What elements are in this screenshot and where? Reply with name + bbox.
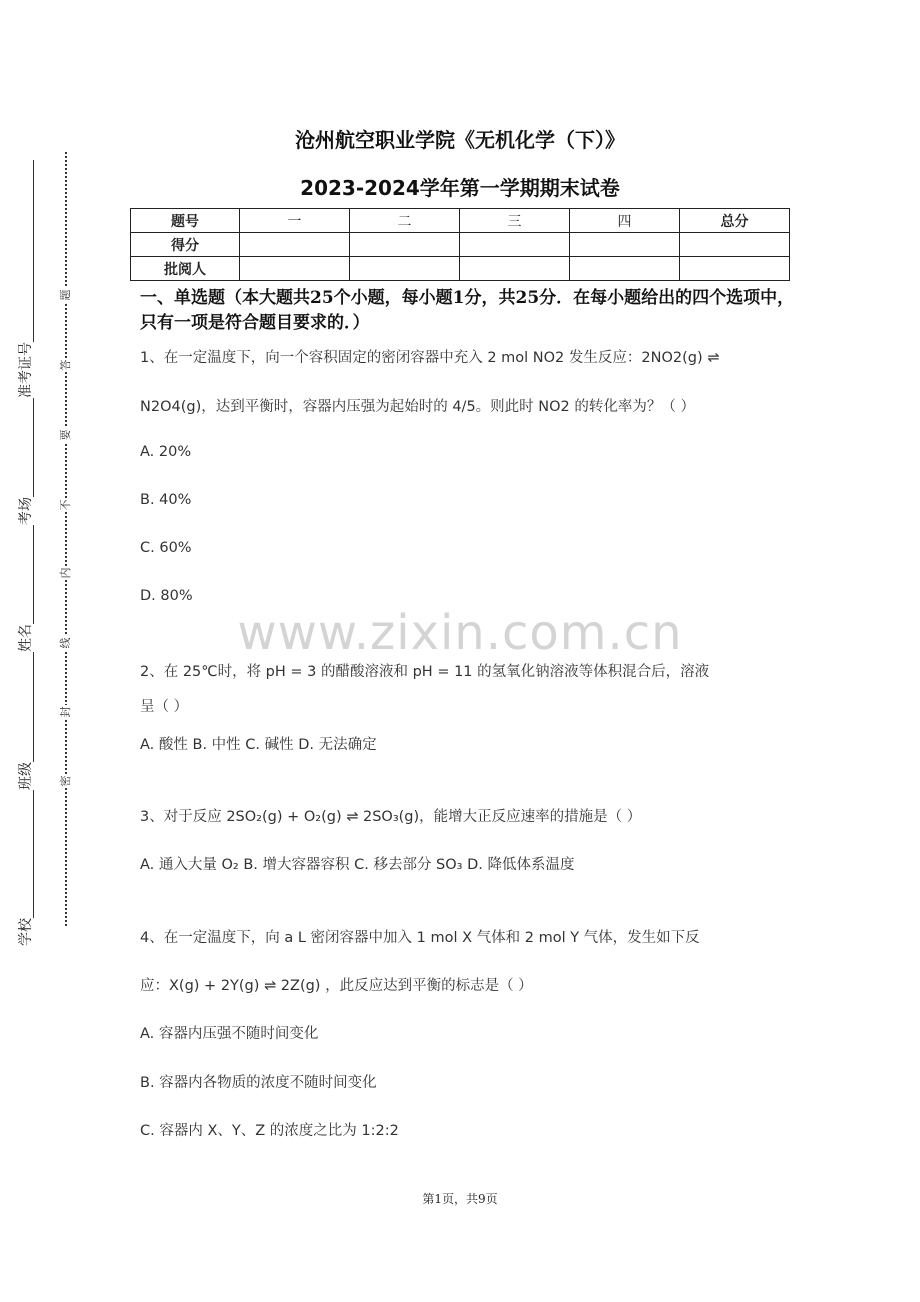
reviewer-cell [680, 257, 790, 281]
score-row-label: 得分 [131, 233, 240, 257]
exam-title: 沧州航空职业学院《无机化学（下）》 [295, 128, 625, 152]
score-table-header: 三 [460, 209, 570, 233]
score-table-header: 题号 [131, 209, 240, 233]
field-exam-number: 准考证号 [18, 342, 34, 398]
seal-word: 内 [59, 567, 72, 579]
seal-word: 线 [59, 637, 72, 649]
seal-word: 要 [59, 429, 72, 441]
question-4-text: 4、在一定温度下，向 a L 密闭容器中加入 1 mol X 气体和 2 mol Y 气体，发生如下反 [140, 930, 700, 946]
binding-dotted-line [65, 152, 67, 926]
seal-word: 不 [59, 499, 72, 511]
reviewer-cell [240, 257, 350, 281]
question-3-text: 3、对于反应 2SO₂(g) + O₂(g) ⇌ 2SO₃(g)，能增大正反应速率的措施是（ ） [140, 809, 642, 825]
question-1-option-c: C. 60% [140, 540, 192, 556]
score-table [130, 208, 790, 281]
score-table-header: 一 [240, 209, 350, 233]
seal-word: 封 [59, 706, 72, 718]
question-1-text: 1、在一定温度下，向一个容积固定的密闭容器中充入 2 mol NO2 发生反应：2NO2(g) ⇌ [140, 350, 720, 366]
score-table-header: 四 [570, 209, 680, 233]
question-1-option-a: A. 20% [140, 444, 192, 460]
field-name: 姓名 [18, 624, 34, 652]
exam-subtitle: 2023-2024学年第一学期期末试卷 [300, 176, 620, 200]
question-3-options: A. 通入大量 O₂ B. 增大容器容积 C. 移去部分 SO₃ D. 降低体系温度 [140, 857, 575, 873]
page-footer: 第1页，共9页 [422, 1192, 498, 1206]
score-cell [680, 233, 790, 257]
binding-solid-line [33, 160, 34, 935]
reviewer-row-label: 批阅人 [131, 257, 240, 281]
score-cell [240, 233, 350, 257]
field-exam-room: 考场 [18, 497, 34, 525]
question-4-option-a: A. 容器内压强不随时间变化 [140, 1026, 319, 1042]
score-cell [570, 233, 680, 257]
question-4-option-b: B. 容器内各物质的浓度不随时间变化 [140, 1075, 377, 1091]
seal-word: 答 [59, 359, 72, 371]
question-4-text-cont: 应：X(g) + 2Y(g) ⇌ 2Z(g) ，此反应达到平衡的标志是（ ） [140, 978, 533, 994]
seal-word: 题 [59, 289, 72, 301]
field-class: 班级 [18, 762, 34, 790]
score-cell [350, 233, 460, 257]
question-1-text-cont: N2O4(g)，达到平衡时，容器内压强为起始时的 4/5。则此时 NO2 的转化率为？（ ） [140, 399, 695, 415]
watermark: www.zixin.com.cn [237, 605, 683, 661]
question-2-options: A. 酸性 B. 中性 C. 碱性 D. 无法确定 [140, 737, 377, 753]
field-school: 学校 [18, 918, 34, 946]
question-2-text: 2、在 25℃时，将 pH = 3 的醋酸溶液和 pH = 11 的氢氧化钠溶液等体积混合后，溶液 [140, 664, 710, 680]
score-table-header: 二 [350, 209, 460, 233]
reviewer-cell [570, 257, 680, 281]
score-table-header: 总分 [680, 209, 790, 233]
question-2-text-cont: 呈（ ） [140, 699, 189, 715]
seal-word: 密 [59, 775, 72, 787]
section-heading: 一、单选题（本大题共25个小题，每小题1分，共25分．在每小题给出的四个选项中，只有一项是符合题目要求的．） [140, 288, 795, 333]
question-1-option-d: D. 80% [140, 588, 193, 604]
score-cell [460, 233, 570, 257]
question-4-option-c: C. 容器内 X、Y、Z 的浓度之比为 1:2:2 [140, 1123, 399, 1139]
question-1-option-b: B. 40% [140, 492, 192, 508]
reviewer-cell [350, 257, 460, 281]
reviewer-cell [460, 257, 570, 281]
